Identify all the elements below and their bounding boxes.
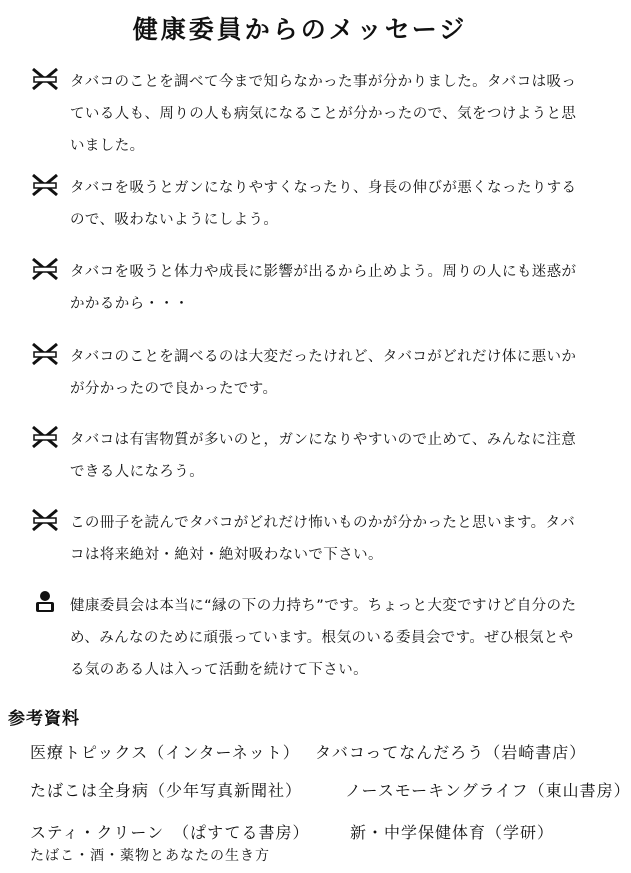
no-smoking-icon: [30, 341, 60, 367]
no-smoking-icon: [30, 424, 60, 450]
message-text: 健康委員会は本当に“縁の下の力持ち”です。ちょっと大変ですけど自分のため、みんなのために頑張っています。根気のいる委員会です。ぜひ根気とやる気のある人は入って活動を続けて下さい。: [70, 598, 577, 678]
reference-item: 医療トピックス（インターネット）: [30, 743, 300, 762]
no-smoking-icon: [30, 172, 60, 198]
message-text: タバコを吸うと体力や成長に影響が出るから止めよう。周りの人にも迷惑がかかるから・・・: [70, 264, 577, 312]
reference-item: スティ・クリーン （ぱすてる書房）: [30, 823, 310, 842]
message-block: [30, 341, 580, 405]
message-text: タバコのことを調べるのは大変だったけれど、タバコがどれだけ体に悪いかが分かったので良かったです。: [70, 349, 577, 397]
page-title: 健康委員からのメッセージ: [132, 15, 468, 44]
message-text: タバコを吸うとガンになりやすくなったり、身長の伸びが悪くなったりするので、吸わないようにしよう。: [70, 180, 577, 228]
reference-item: 新・中学保健体育（学研）: [350, 823, 555, 842]
references-heading: 参考資料: [8, 709, 80, 729]
message-block: [30, 590, 580, 686]
message-text: タバコは有害物質が多いのと，ガンになりやすいので止めて、みんなに注意できる人になろう。: [70, 432, 577, 480]
message-block: [30, 256, 580, 320]
no-smoking-icon: [30, 66, 60, 92]
reference-item: タバコってなんだろう（岩崎書店）: [315, 743, 587, 762]
message-block: [30, 172, 580, 236]
reference-item: ノースモーキングライフ（東山書房）: [345, 781, 631, 800]
reference-item: たばこ・酒・薬物とあなたの生き方: [30, 848, 270, 864]
reference-item: たばこは全身病（少年写真新聞社）: [30, 781, 303, 800]
message-block: [30, 424, 580, 488]
message-block: [30, 66, 580, 162]
no-smoking-icon: [30, 256, 60, 282]
message-text: タバコのことを調べて今まで知らなかった事が分かりました。タバコは吸っている人も、周りの人も病気になることが分かったので、気をつけようと思いました。: [70, 74, 577, 154]
no-smoking-icon: [30, 507, 60, 533]
message-block: [30, 507, 580, 571]
message-text: この冊子を読んでタバコがどれだけ怖いものかが分かったと思います。タバコは将来絶対・絶対・絶対吸わないで下さい。: [70, 515, 576, 563]
figure-icon: [30, 590, 60, 616]
